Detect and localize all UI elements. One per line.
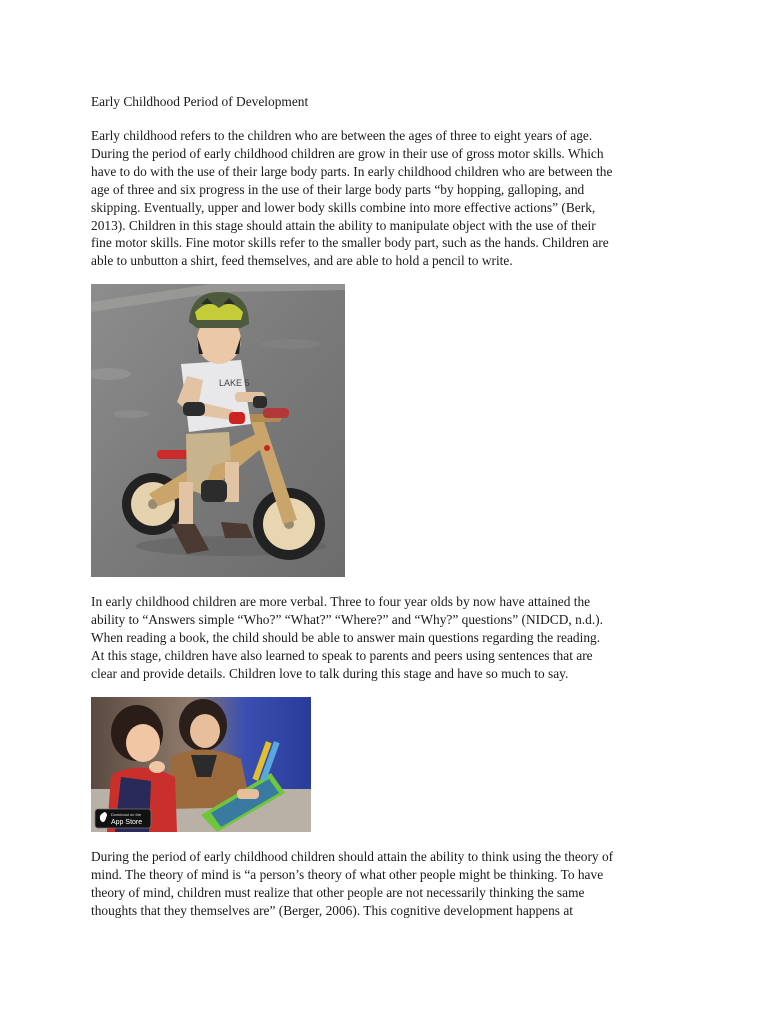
badge-top-text: Download on the bbox=[111, 812, 142, 817]
app-store-badge bbox=[95, 809, 151, 828]
child-tablet-photo bbox=[91, 697, 311, 832]
paragraph-line: clear and provide details. Children love to talk during this stage and have so much to say. bbox=[91, 665, 569, 681]
paragraph-line: mind. The theory of mind is “a person’s theory of what other people might be thinking. To have bbox=[91, 866, 604, 882]
shirt-print: LAKE 5 bbox=[219, 378, 250, 388]
paragraph-line: Early childhood refers to the children who are between the ages of three to eight years of age. bbox=[91, 128, 593, 143]
paragraph-line: age of three and six progress in the use of their large body parts “by hopping, galloping, and bbox=[91, 181, 585, 197]
child-balance-bike-photo bbox=[91, 284, 345, 577]
paragraph-line: At this stage, children have also learned to speak to parents and peers using sentences that are bbox=[91, 647, 593, 663]
paragraph-line: During the period of early childhood children should attain the ability to think using the theory of bbox=[91, 849, 614, 864]
paragraph-line: fine motor skills. Fine motor skills refer to the smaller body part, such as the hands. Children are bbox=[91, 235, 609, 251]
paragraph-line: 2013). Children in this stage should attain the ability to manipulate object with the use of their bbox=[91, 217, 596, 233]
paragraph-theory-of-mind bbox=[91, 848, 691, 920]
paragraph-line: thoughts that they themselves are” (Berger, 2006). This cognitive development happens at bbox=[91, 902, 574, 918]
badge-main-text: App Store bbox=[111, 819, 143, 826]
paragraph-line: able to unbutton a shirt, feed themselves, and are able to hold a pencil to write. bbox=[91, 253, 513, 269]
paragraph-line: theory of mind, children must realize that other people are not necessarily thinking the same bbox=[91, 884, 585, 900]
paragraph-line: In early childhood children are more verbal. Three to four year olds by now have attained the bbox=[91, 594, 591, 609]
paragraph-line: have to do with the use of their large body parts. In early childhood children who are between the bbox=[91, 163, 613, 179]
paragraph-gross-motor-skills bbox=[91, 127, 691, 270]
paragraph-line: ability to “Answers simple “Who?” “What?” “Where?” and “Why?” questions” (NIDCD, n.d.). bbox=[91, 611, 603, 627]
paragraph-line: During the period of early childhood children are grow in their use of gross motor skills. Which bbox=[91, 145, 604, 161]
paragraph-line: skipping. Eventually, upper and lower body skills combine into more effective actions” (Berk, bbox=[91, 199, 596, 215]
document-title: Early Childhood Period of Development bbox=[91, 94, 309, 109]
paragraph-line: When reading a book, the child should be able to answer main questions regarding the reading. bbox=[91, 629, 601, 645]
paragraph-verbal-development bbox=[91, 593, 691, 683]
